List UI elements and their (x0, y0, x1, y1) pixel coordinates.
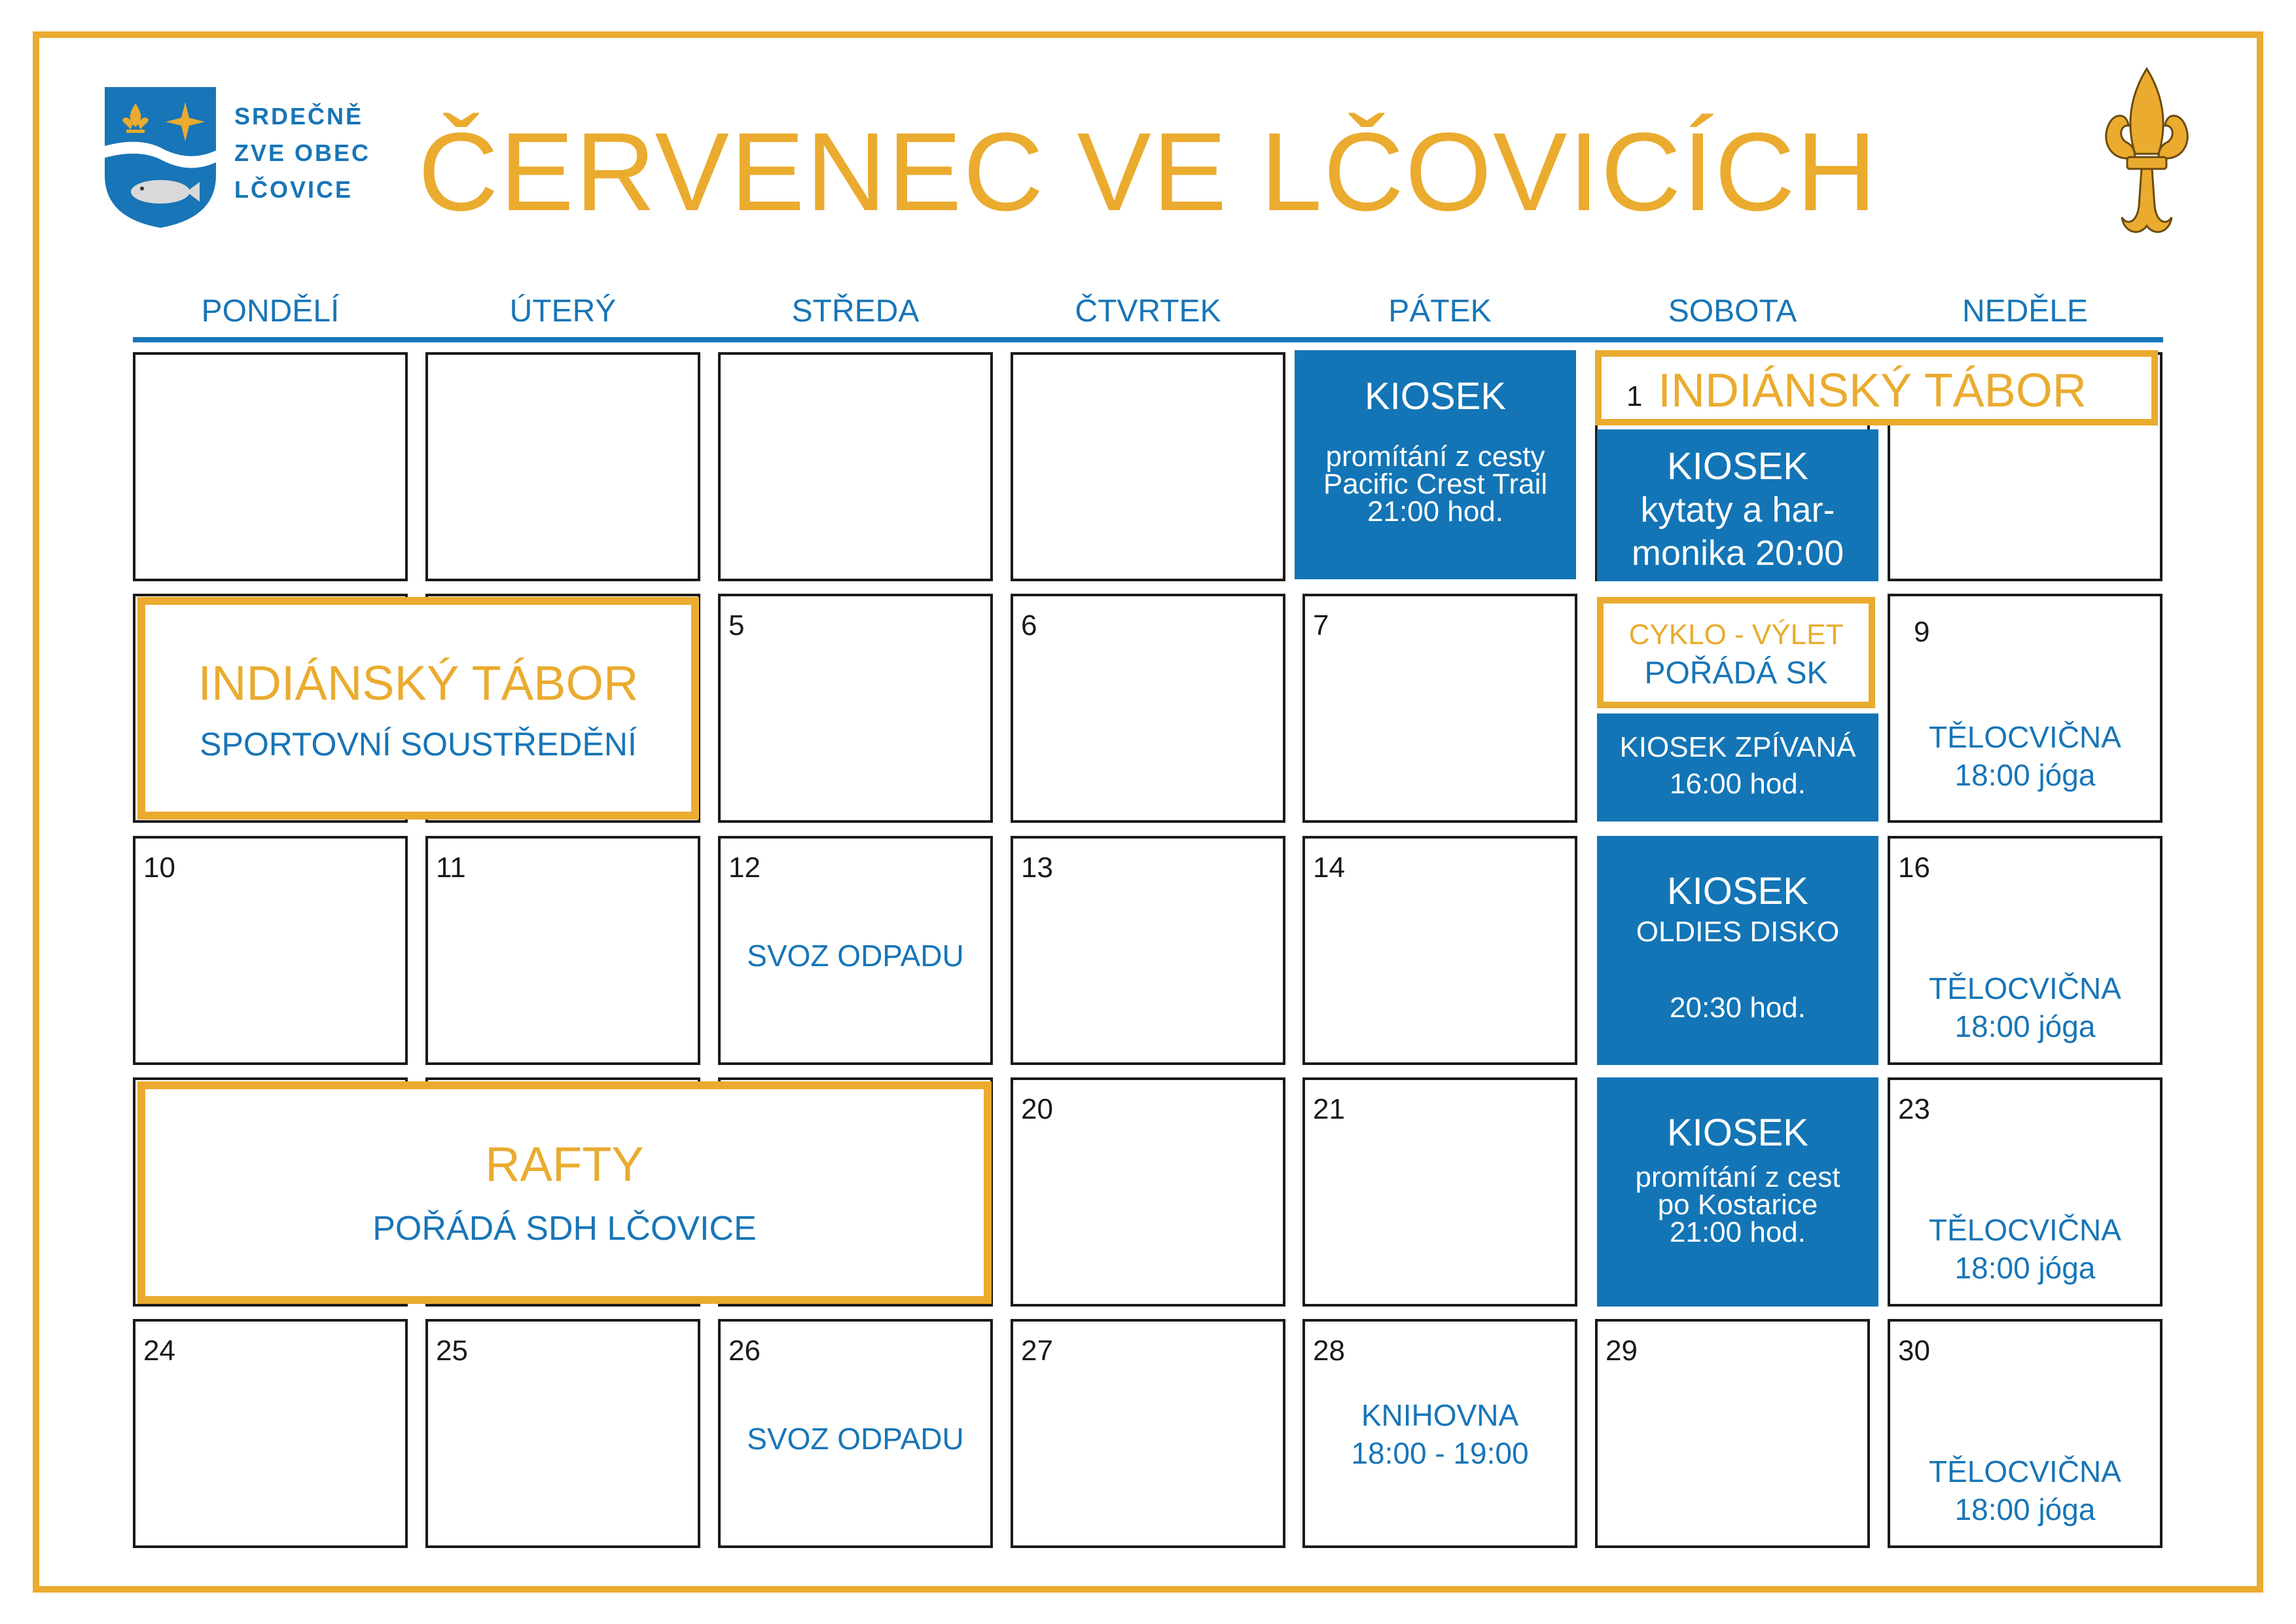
day-number: 9 (1914, 616, 1930, 648)
day-cell (1011, 1077, 1285, 1307)
event-telocvicna: TĚLOCVIČNA 18:00 jóga (1929, 971, 2121, 1043)
village-tagline: SRDEČNĚ ZVE OBEC LČOVICE (234, 103, 371, 203)
day-number: 11 (436, 852, 466, 884)
day-number: 23 (1898, 1093, 1930, 1125)
day-number: 20 (1021, 1093, 1053, 1125)
day-cell (1011, 836, 1285, 1065)
day-cell (1302, 1319, 1577, 1548)
day-number: 21 (1313, 1093, 1345, 1125)
event-kiosek-kostarika (1597, 1077, 1878, 1307)
weekday-thursday: ČTVRTEK (1075, 294, 1221, 329)
event-subtitle: POŘÁDÁ SK (1644, 656, 1828, 691)
event-subtitle: POŘÁDÁ SDH LČOVICE (372, 1210, 757, 1248)
day-number: 26 (728, 1335, 761, 1367)
event-text: promítání z cesty Pacific Crest Trail 21:00 hod. (1323, 441, 1548, 528)
event-text: KIOSEK ZPÍVANÁ 16:00 hod. (1619, 731, 1856, 800)
day-cell (1302, 1077, 1577, 1307)
day-cell (1888, 1319, 2162, 1548)
day-number: 27 (1021, 1335, 1053, 1367)
event-kiosek-kytaty (1597, 429, 1878, 581)
day-number: 29 (1605, 1335, 1638, 1367)
event-text: promítání z cest po Kostarice 21:00 hod. (1635, 1161, 1840, 1248)
weekday-friday: PÁTEK (1388, 294, 1492, 329)
day-cell (133, 836, 408, 1065)
day-number: 7 (1313, 609, 1329, 641)
day-cell (425, 1319, 700, 1548)
day-number: 1 (1626, 380, 1643, 412)
day-cell (718, 352, 993, 581)
event-telocvicna: TĚLOCVIČNA 18:00 jóga (1929, 720, 2121, 792)
weekday-sunday: NEDĚLE (1962, 294, 2089, 329)
day-cell (133, 1319, 408, 1548)
day-cell (718, 836, 993, 1065)
event-title: KIOSEK (1365, 375, 1506, 418)
day-cell (425, 836, 700, 1065)
event-text: kytaty a har- monika 20:00 (1631, 490, 1844, 573)
weekday-saturday: SOBOTA (1668, 294, 1797, 329)
event-title: KIOSEK (1667, 1111, 1808, 1154)
day-number: 10 (143, 852, 175, 884)
weekday-wednesday: STŘEDA (791, 294, 920, 329)
event-indian-camp-top (1595, 350, 2158, 425)
event-cyklo-vylet (1597, 597, 1875, 708)
event-title: CYKLO - VÝLET (1628, 619, 1844, 651)
day-number: 13 (1021, 852, 1053, 884)
event-kiosek-pct (1295, 350, 1576, 579)
event-title: INDIÁNSKÝ TÁBOR (198, 656, 639, 710)
day-cell (1888, 594, 2162, 823)
event-title: RAFTY (485, 1137, 644, 1191)
weekday-monday: PONDĚLÍ (201, 294, 340, 329)
day-number: 30 (1898, 1335, 1930, 1367)
header-rule (133, 337, 2163, 342)
day-cell (133, 352, 408, 581)
day-cell (1595, 1319, 1870, 1548)
day-cell (1011, 352, 1285, 581)
event-title: KIOSEK (1667, 870, 1808, 912)
event-rafty (137, 1081, 992, 1304)
event-kiosek-oldies (1597, 836, 1878, 1065)
day-cell (1011, 594, 1285, 823)
day-number: 24 (143, 1335, 175, 1367)
day-cell (425, 352, 700, 581)
day-cell (1888, 836, 2162, 1065)
day-cell (1302, 836, 1577, 1065)
event-text: OLDIES DISKO 20:30 hod. (1636, 916, 1840, 1024)
event-knihovna: KNIHOVNA 18:00 - 19:00 (1351, 1398, 1529, 1470)
day-cell (718, 1319, 993, 1548)
day-number: 28 (1313, 1335, 1345, 1367)
day-cell (1888, 1077, 2162, 1307)
event-title: KIOSEK (1667, 445, 1808, 488)
day-number: 25 (436, 1335, 468, 1367)
event-indian-camp (137, 597, 699, 820)
day-cell (1302, 594, 1577, 823)
fleur-de-lis-icon (2094, 65, 2199, 242)
day-number: 5 (728, 609, 745, 641)
event-svoz-odpadu: SVOZ ODPADU (747, 939, 964, 973)
page-title: ČERVENEC VE LČOVICÍCH (418, 110, 1878, 234)
day-number: 14 (1313, 852, 1345, 884)
event-subtitle: SPORTOVNÍ SOUSTŘEDĚNÍ (200, 726, 637, 763)
event-telocvicna: TĚLOCVIČNA 18:00 jóga (1929, 1454, 2121, 1526)
day-number: 12 (728, 852, 761, 884)
day-number: 16 (1898, 852, 1930, 884)
event-svoz-odpadu: SVOZ ODPADU (747, 1422, 964, 1456)
event-kiosek-zpivana (1597, 713, 1878, 821)
day-number: 6 (1021, 609, 1037, 641)
day-cell (1011, 1319, 1285, 1548)
event-title: INDIÁNSKÝ TÁBOR (1658, 365, 2087, 417)
event-telocvicna: TĚLOCVIČNA 18:00 jóga (1929, 1213, 2121, 1285)
weekday-tuesday: ÚTERÝ (509, 294, 617, 329)
day-cell (718, 594, 993, 823)
